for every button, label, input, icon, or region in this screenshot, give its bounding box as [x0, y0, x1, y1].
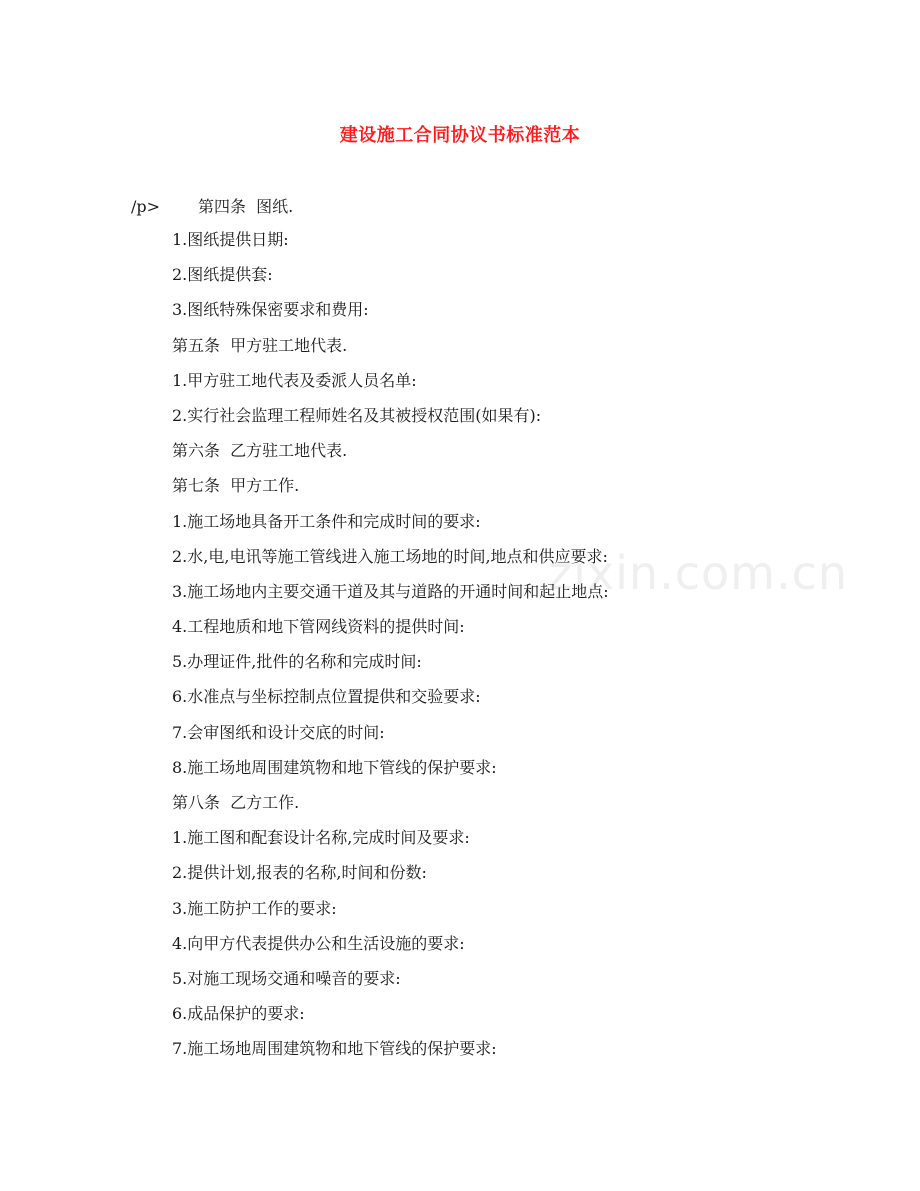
clause-line: 3.施工场地内主要交通干道及其与道路的开通时间和起止地点: — [172, 581, 609, 601]
clause-line: 1.图纸提供日期: — [172, 230, 289, 249]
clause-line: 5.对施工现场交通和噪音的要求: — [172, 968, 401, 988]
clause-line: 7.施工场地周围建筑物和地下管线的保护要求: — [172, 1039, 497, 1059]
watermark-text: zixin.com.cn — [548, 546, 849, 600]
clause-line: 7.会审图纸和设计交底的时间: — [172, 722, 385, 742]
clause-heading: 第八条 乙方工作. — [172, 793, 300, 812]
document-title: 建设施工合同协议书标准范本 — [339, 125, 581, 146]
clause-line: 6.成品保护的要求: — [172, 1004, 305, 1024]
clause-line: 8.施工场地周围建筑物和地下管线的保护要求: — [172, 757, 497, 777]
clause-heading: 第六条 乙方驻工地代表. — [172, 441, 348, 461]
clause-line: 1.施工图和配套设计名称,完成时间及要求: — [172, 828, 470, 848]
clause-heading: 第七条 甲方工作. — [172, 476, 300, 496]
clause-line: 2.实行社会监理工程师姓名及其被授权范围(如果有): — [172, 405, 542, 425]
clause-line: 1.施工场地具备开工条件和完成时间的要求: — [172, 511, 481, 531]
clause-line: 2.水,电,电讯等施工管线进入施工场地的时间,地点和供应要求: — [172, 546, 608, 566]
lead-line — [131, 194, 293, 217]
clause-line: 3.施工防护工作的要求: — [172, 898, 337, 918]
clause-line: 4.工程地质和地下管网线资料的提供时间: — [172, 617, 465, 637]
clause-list — [172, 229, 609, 1074]
clause-line: 3.图纸特殊保密要求和费用: — [172, 300, 369, 320]
clause-line: 1.甲方驻工地代表及委派人员名单: — [172, 370, 417, 390]
clause-line: 2.图纸提供套: — [172, 265, 273, 285]
clause-line: 5.办理证件,批件的名称和完成时间: — [172, 652, 422, 672]
clause-heading: 第五条 甲方驻工地代表. — [172, 335, 348, 355]
lead-text: 第四条 图纸. — [198, 197, 294, 216]
lead-prefix: /p> — [131, 197, 161, 216]
clause-line: 4.向甲方代表提供办公和生活设施的要求: — [172, 933, 465, 953]
clause-line: 2.提供计划,报表的名称,时间和份数: — [172, 863, 427, 883]
clause-line: 6.水准点与坐标控制点位置提供和交验要求: — [172, 687, 481, 707]
